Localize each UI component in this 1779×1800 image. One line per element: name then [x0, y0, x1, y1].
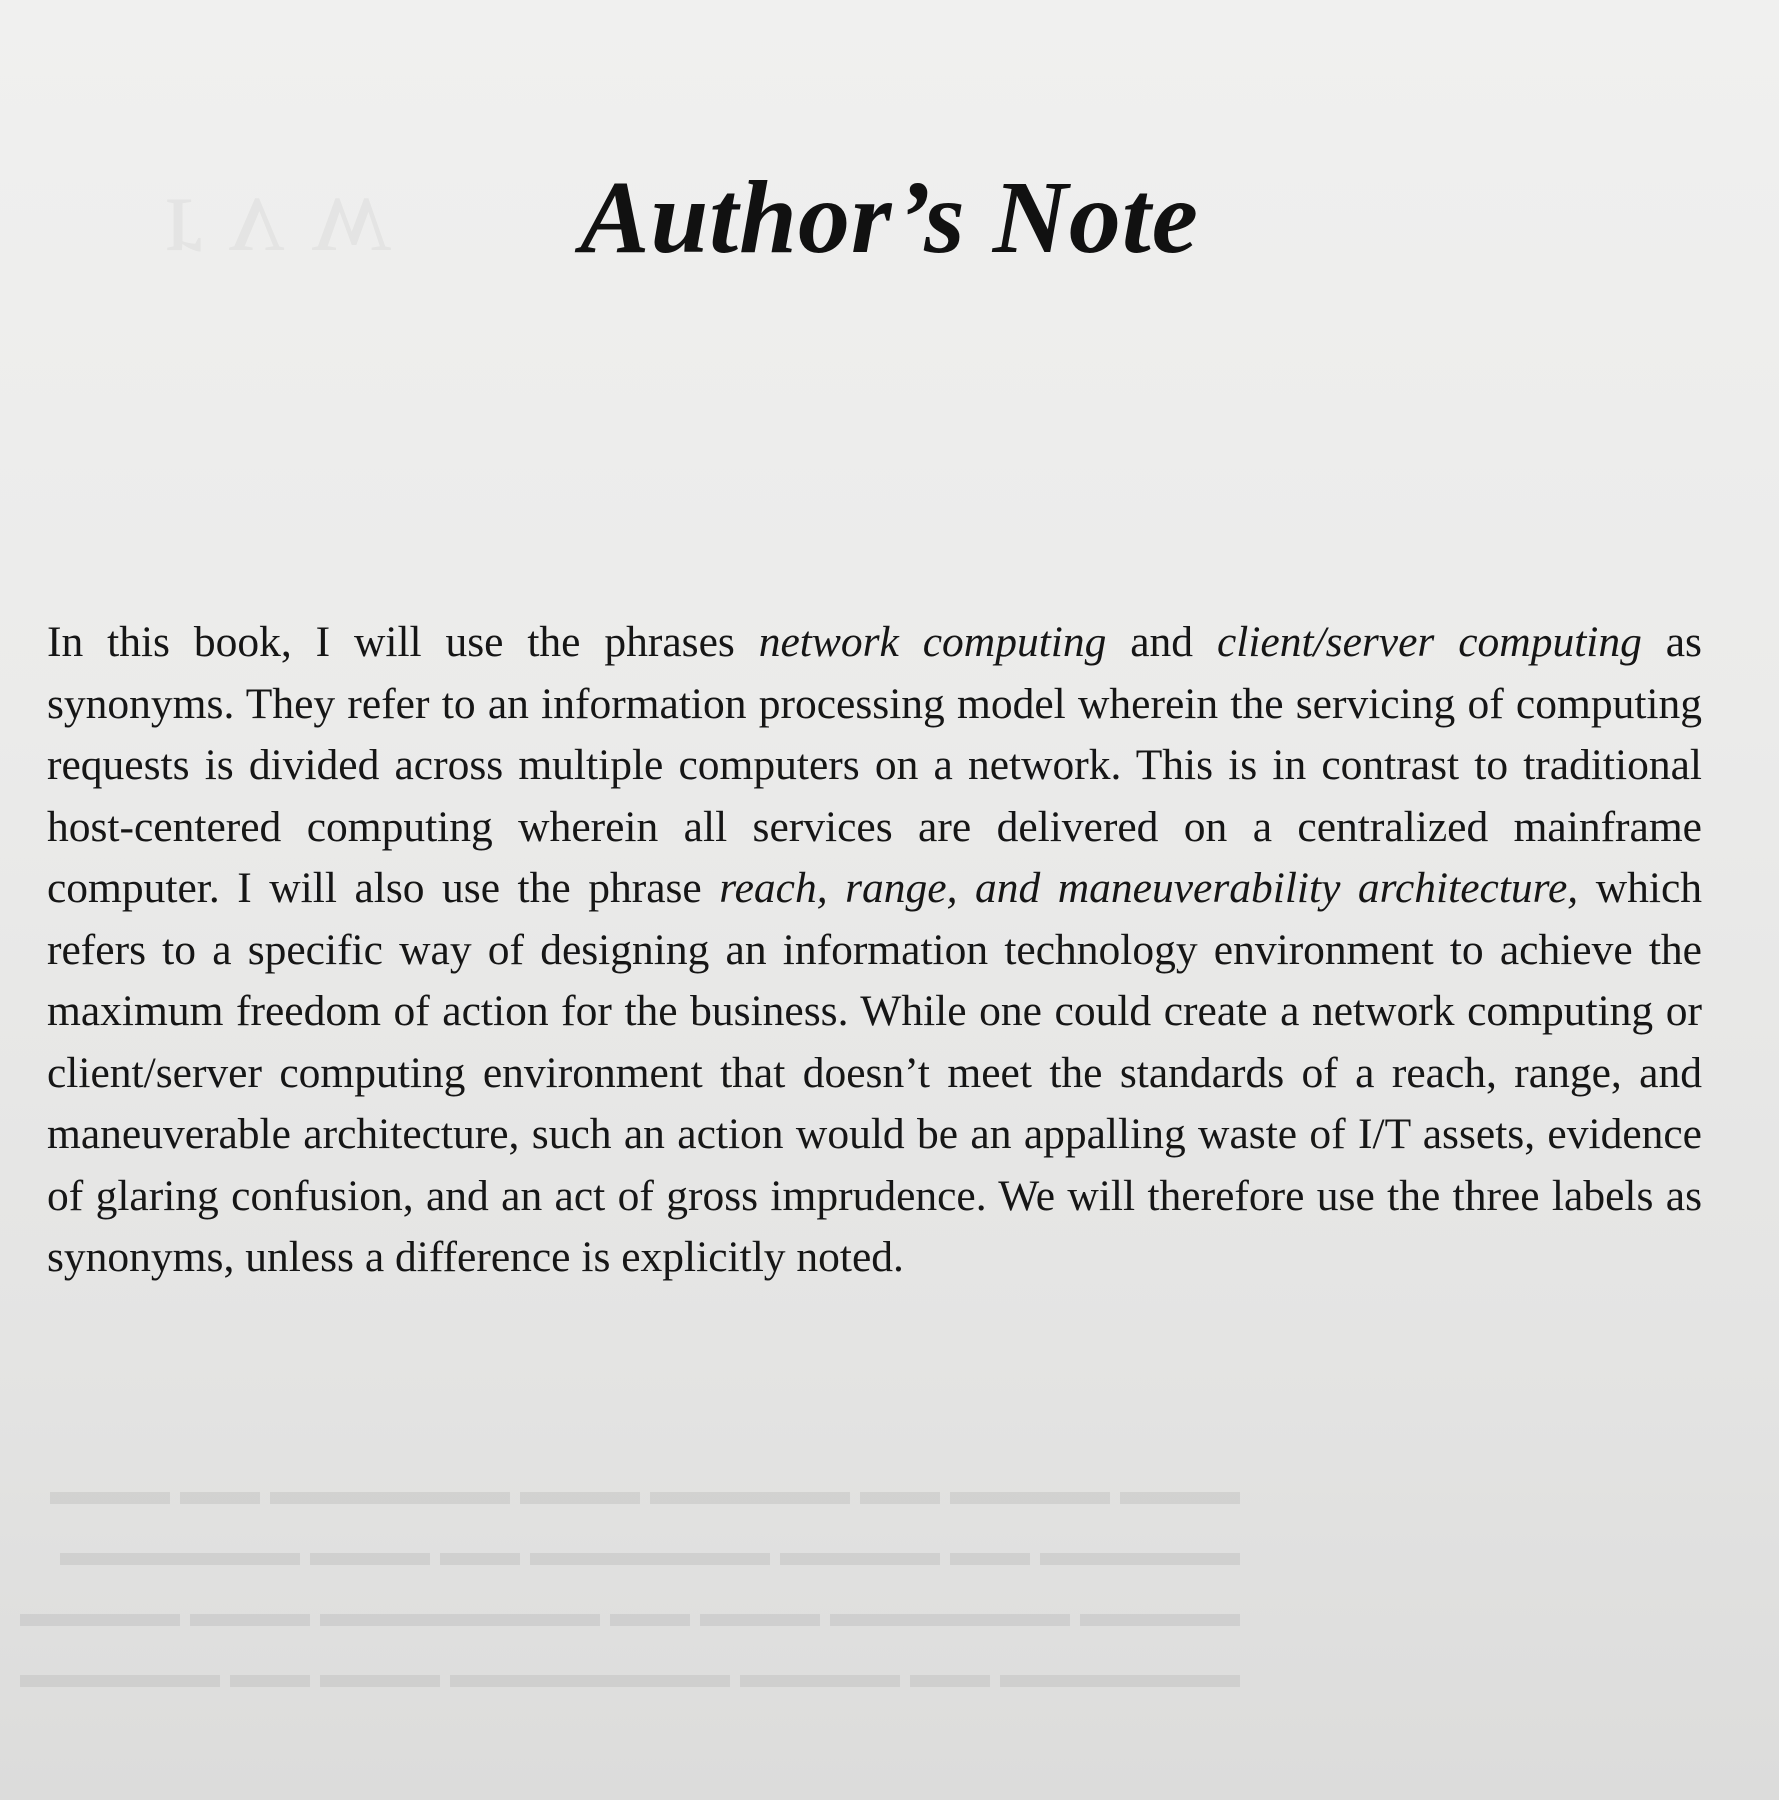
paragraph-text-3: as synonyms. They refer to an information processing model wherein the servicing of computing requests is divided across multiple computers on a network. This is in contrast to traditional host-centered computing wherein all services are delivered on a centralized mainframe computer. I will also use the phrase: [47, 618, 1702, 912]
bleed-through-title: ʍ ʌ ɹ: [165, 152, 392, 274]
emphasis-reach-range-architecture: reach, range, and maneuverability architecture,: [719, 864, 1579, 912]
emphasis-network-computing: network computing: [758, 618, 1107, 666]
emphasis-client-server-computing: client/server computing: [1216, 618, 1642, 666]
paragraph-text-1: In this book, I will use the phrases: [47, 618, 759, 666]
page-title: Author’s Note: [580, 160, 1199, 275]
paragraph-text-2: and: [1106, 618, 1217, 666]
paragraph-text-4: which refers to a specific way of designing an information technology environment to achieve the maximum freedom of action for the business. While one could create a network computing or client/server computing environment that doesn’t meet the standards of a reach, range, and maneuverable architecture, such an action would be an appalling waste of I/T assets, evidence of glaring confusion, and an act of gross imprudence. We will therefore use the three labels as synonyms, unless a difference is explicitly noted.: [47, 864, 1702, 1281]
authors-note-paragraph: [47, 612, 1702, 1289]
bleed-through-text: ▬▬▬ ▬▬▬▬ ▬▬ ▬▬▬▬▬ ▬▬▬ ▬▬▬▬▬▬ ▬▬ ▬▬▬ ▬▬▬▬▬ ▬▬ ▬▬▬▬ ▬▬▬▬▬▬ ▬▬ ▬▬▬ ▬▬▬▬▬▬ ▬▬▬▬ ▬▬▬▬▬▬ ▬▬▬ ▬▬ ▬▬▬▬▬▬▬ ▬▬▬ ▬▬▬▬ ▬▬▬▬▬▬ ▬▬ ▬▬▬▬ ▬▬▬▬▬▬▬ ▬▬▬ ▬▬ ▬▬▬▬▬: [20, 1468, 1240, 1696]
